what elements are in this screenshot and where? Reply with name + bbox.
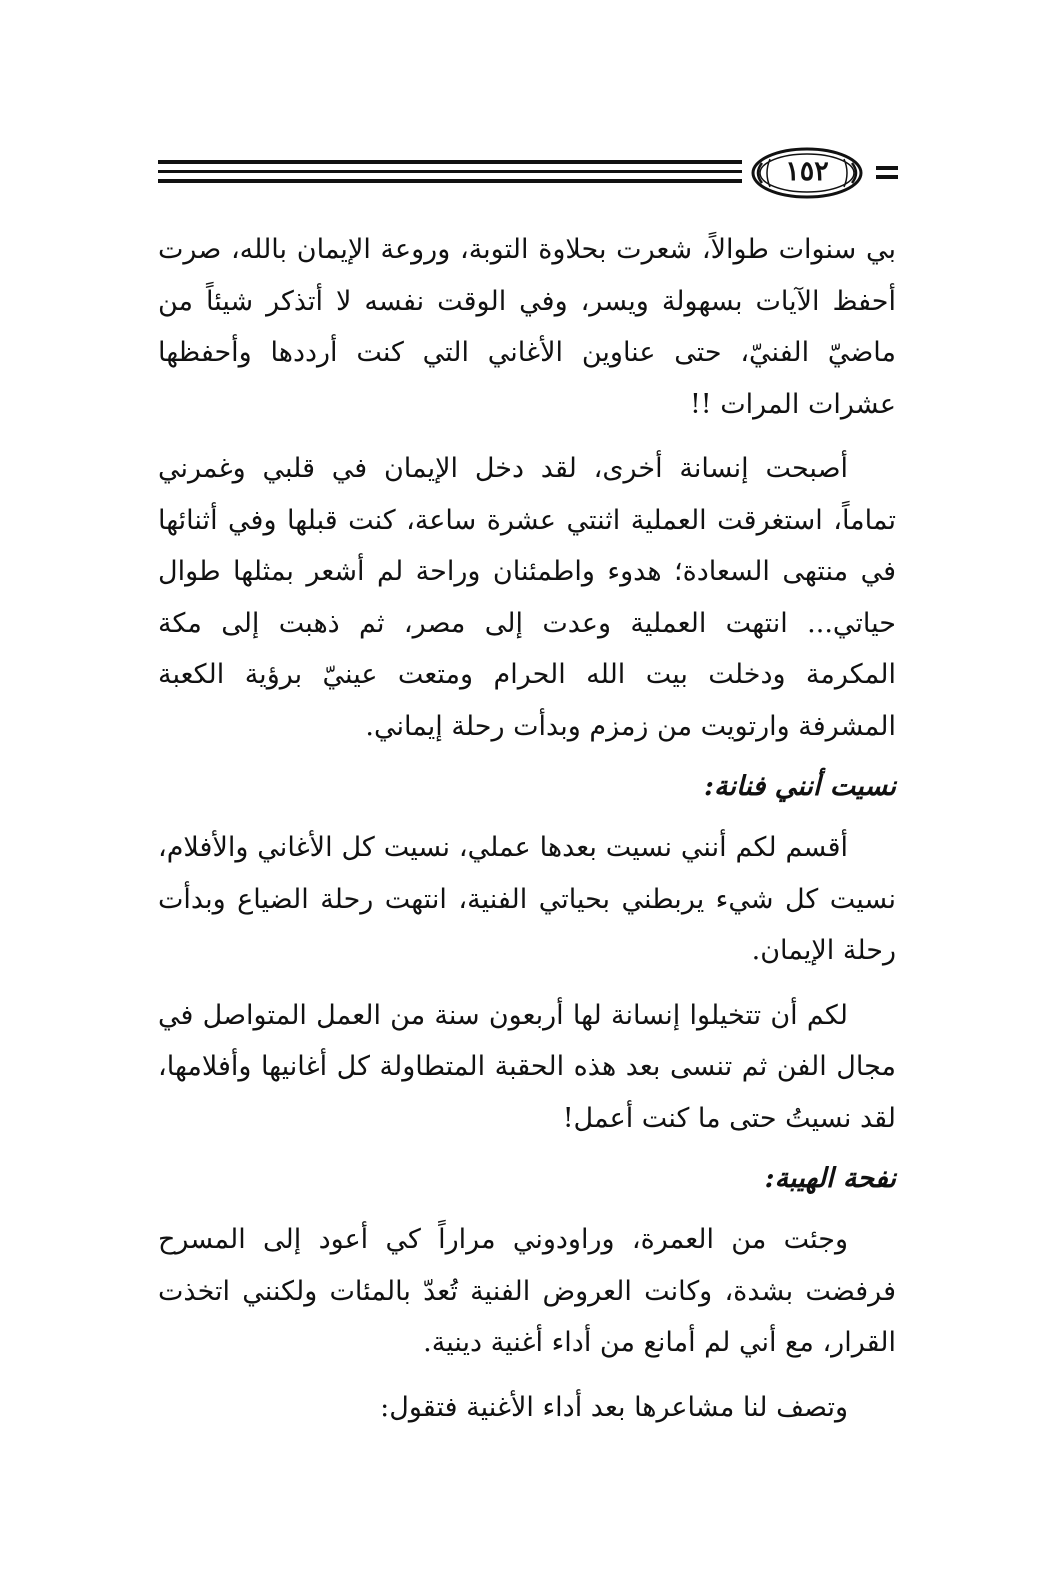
paragraph: بي سنوات طوالاً، شعرت بحلاوة التوبة، وروعة الإيمان بالله، صرت أحفظ الآيات بسهولة ويسر، وفي الوقت نفسه لا أتذكر شيئاً من ماضيّ الفنيّ، حتى عناوين الأغاني التي كنت أرددها وأحفظها عشرات المرات !! [158, 234, 896, 420]
section-heading: نفحة الهيبة: [764, 1163, 896, 1194]
rule-line [158, 170, 742, 173]
page-number: ١٥٢ [785, 156, 829, 187]
header-rule [158, 158, 898, 188]
rule-line [158, 179, 742, 183]
rule-line [876, 166, 898, 170]
paragraph: أقسم لكم أنني نسيت بعدها عملي، نسيت كل الأغاني والأفلام، نسيت كل شيء يربطني بحياتي الفنية، انتهت رحلة الضياع وبدأت رحلة الإيمان. [158, 832, 896, 966]
paragraph: وتصف لنا مشاعرها بعد أداء الأغنية فتقول: [380, 1391, 848, 1423]
paragraph: أصبحت إنسانة أخرى، لقد دخل الإيمان في قلبي وغمرني تماماً، استغرقت العملية اثنتي عشرة ساعة، كنت قبلها وفي أثنائها في منتهى السعادة؛ هدوء واطمئنان وراحة لم أشعر بمثلها طوال حياتي... انتهت العملية وعدت إلى مصر، ثم ذهبت إلى مكة المكرمة ودخلت بيت الله الحرام ومتعت عينيّ برؤية الكعبة المشرفة وارتويت من زمزم وبدأت رحلة إيماني. [158, 453, 896, 742]
paragraph: وجئت من العمرة، وراودوني مراراً كي أعود إلى المسرح فرفضت بشدة، وكانت العروض الفنية تُعدّ بالمئات ولكنني اتخذت القرار، مع أني لم أمانع من أداء أغنية دينية. [158, 1224, 896, 1358]
rule-line [158, 160, 742, 164]
rule-line [876, 175, 898, 179]
page-body [158, 224, 896, 1433]
paragraph: لكم أن تتخيلوا إنسانة لها أربعون سنة من العمل المتواصل في مجال الفن ثم تنسى بعد هذه الحقبة المتطاولة كل أغانيها وأفلامها، لقد نسيتُ حتى ما كنت أعمل! [158, 999, 896, 1134]
section-heading: نسيت أنني فنانة: [704, 771, 896, 802]
